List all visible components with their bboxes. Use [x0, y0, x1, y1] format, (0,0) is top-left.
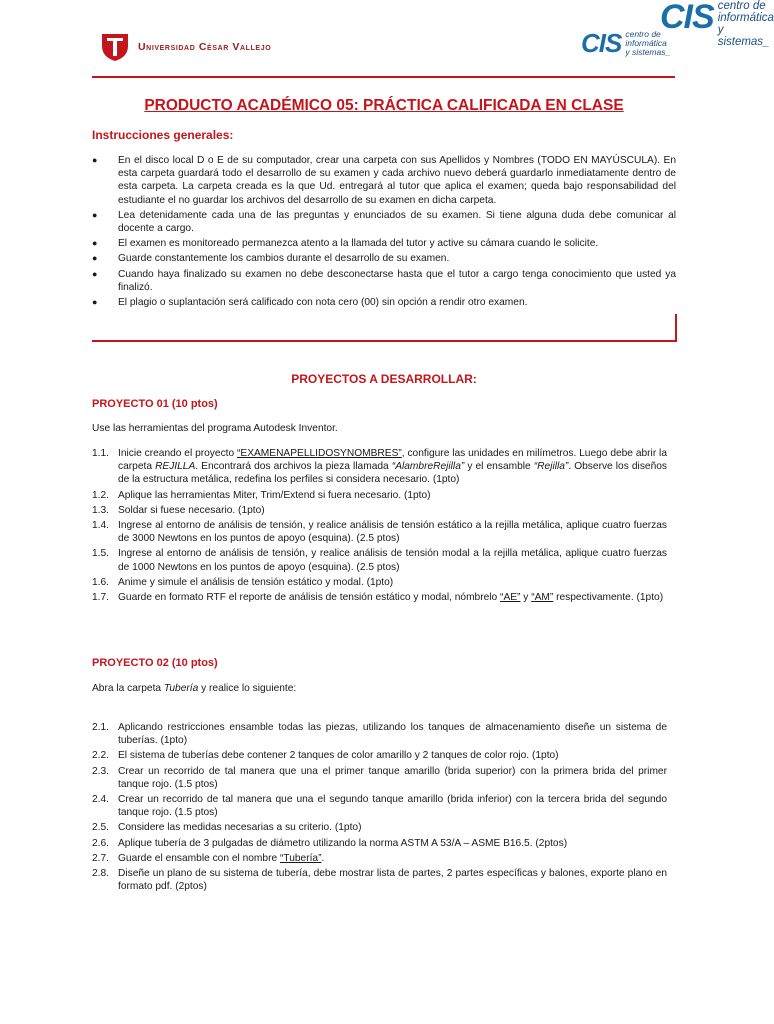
list-item: 2.2. El sistema de tuberías debe contener 2 tanques de color amarillo y 2 tanques de color rojo. (1pto) [92, 750, 559, 762]
list-item: ● Guarde constantemente los cambios durante el desarrollo de su examen. [92, 252, 676, 265]
section-divider-edge [675, 314, 677, 342]
project2-list [92, 721, 667, 895]
ucv-logo [100, 32, 271, 62]
list-item: 1.4. Ingrese al entorno de análisis de tensión, y realice análisis de tensión estático a la rejilla metálica, aplique cuatro fuerzas de 3000 Newtons en los puntos de apoyo (esquina). (2.5 ptos) [92, 520, 667, 545]
project2-intro: Abra la carpeta Tubería y realice lo siguiente: [92, 683, 297, 694]
cis-logo-large [660, 0, 774, 48]
ucv-shield-icon [100, 32, 130, 62]
header-divider [92, 76, 675, 78]
university-name: Universidad César Vallejo [138, 41, 272, 53]
list-item: 1.1. Inicie creando el proyecto “EXAMENAPELLIDOSYNOMBRES”, configure las unidades en milímetros. Luego debe abrir la carpeta REJILLA. Encontrará dos archivos la pieza llamada “AlambreRejilla” y el ensamble “Rejilla”. Observe los diseños de la estructura metálica, redefina los perfiles si considera necesario. (1pto) [92, 448, 668, 486]
page-title: PRODUCTO ACADÉMICO 05: PRÁCTICA CALIFICADA EN CLASE [144, 97, 624, 114]
list-item: 1.6. Anime y simule el análisis de tensión estático y modal. (1pto) [92, 576, 394, 588]
list-item: 1.2. Aplique las herramientas Miter, Trim/Extend si fuera necesario. (1pto) [92, 489, 431, 501]
list-item: 2.1. Aplicando restricciones ensamble todas las piezas, utilizando los tanques de almacenamiento diseñe un sistema de tuberías. (1pto) [92, 722, 667, 747]
list-item: ● Cuando haya finalizado su examen no debe desconectarse hasta que el tutor a cargo tenga conocimiento que usted ya finalizó. [92, 268, 676, 294]
cis-logo-text: centro de informática y sistemas_ [717, 0, 774, 49]
cis-logo-mark: CIS [581, 28, 622, 58]
cis-logo-small [581, 30, 670, 57]
list-item: ● Lea detenidamente cada una de las preguntas y enunciados de su examen. Si tiene alguna duda debe comunicar al docente a cargo. [92, 209, 676, 235]
instructions-heading: Instrucciones generales: [92, 128, 234, 142]
list-item: 2.4. Crear un recorrido de tal manera que una el segundo tanque amarillo (brida inferior) con la tercera brida del segundo tanque rojo. (1.5 ptos) [92, 794, 667, 819]
list-item: ● El plagio o suplantación será calificado con nota cero (00) sin opción a rendir otro examen. [92, 296, 676, 309]
project2-heading: PROYECTO 02 (10 ptos) [92, 657, 218, 669]
section-divider [92, 340, 677, 342]
projects-heading: PROYECTOS A DESARROLLAR: [291, 372, 477, 386]
project1-intro: Use las herramientas del programa Autodesk Inventor. [92, 423, 338, 434]
cis-logo-text: centro de informática y sistemas_ [625, 29, 671, 57]
list-item: 2.6. Aplique tubería de 3 pulgadas de diámetro utilizando la norma ASTM A 53/A – ASME B16.5. (2ptos) [92, 837, 568, 849]
project1-list [92, 447, 667, 606]
project1-heading: PROYECTO 01 (10 ptos) [92, 398, 218, 410]
list-item: 1.3. Soldar si fuese necesario. (1pto) [92, 504, 265, 516]
list-item: ● En el disco local D o E de su computador, crear una carpeta con sus Apellidos y Nombres (TODO EN MAYÚSCULA). En esta carpeta guardará todo el desarrollo de su examen y cada archivo nuevo deberá guardarlo inmediatamente dentro de esta carpeta. La carpeta creada es la que Ud. entregará al tutor que aplica el examen; queda bajo responsabilidad del estudiante el no guardar los archivos del desarrollo de su examen en dicha carpeta. [92, 154, 676, 207]
list-item: 2.3. Crear un recorrido de tal manera que una el primer tanque amarillo (brida superior) con la primera brida del primer tanque rojo. (1.5 ptos) [92, 765, 667, 790]
list-item: 2.8. Diseñe un plano de su sistema de tubería, debe mostrar lista de partes, 2 partes específicas y balones, exporte plano en formato pdf. (2ptos) [92, 868, 667, 893]
instructions-list [92, 154, 676, 311]
cis-logo-mark: CIS [660, 0, 714, 36]
list-item: ● El examen es monitoreado permanezca atento a la llamada del tutor y active su cámara cuando le solicite. [92, 237, 676, 250]
list-item: 2.7. Guarde el ensamble con el nombre “Tubería”. [92, 852, 325, 864]
list-item: 1.5. Ingrese al entorno de análisis de tensión, y realice análisis de tensión modal a la rejilla metálica, aplique cuatro fuerzas de 1000 Newtons en los puntos de apoyo (esquina). (2.5 ptos) [92, 548, 667, 573]
list-item: 1.7. Guarde en formato RTF el reporte de análisis de tensión estático y modal, nómbrelo “AE” y “AM” respectivamente. (1pto) [92, 592, 664, 604]
list-item: 2.5. Considere las medidas necesarias a su criterio. (1pto) [92, 822, 362, 834]
